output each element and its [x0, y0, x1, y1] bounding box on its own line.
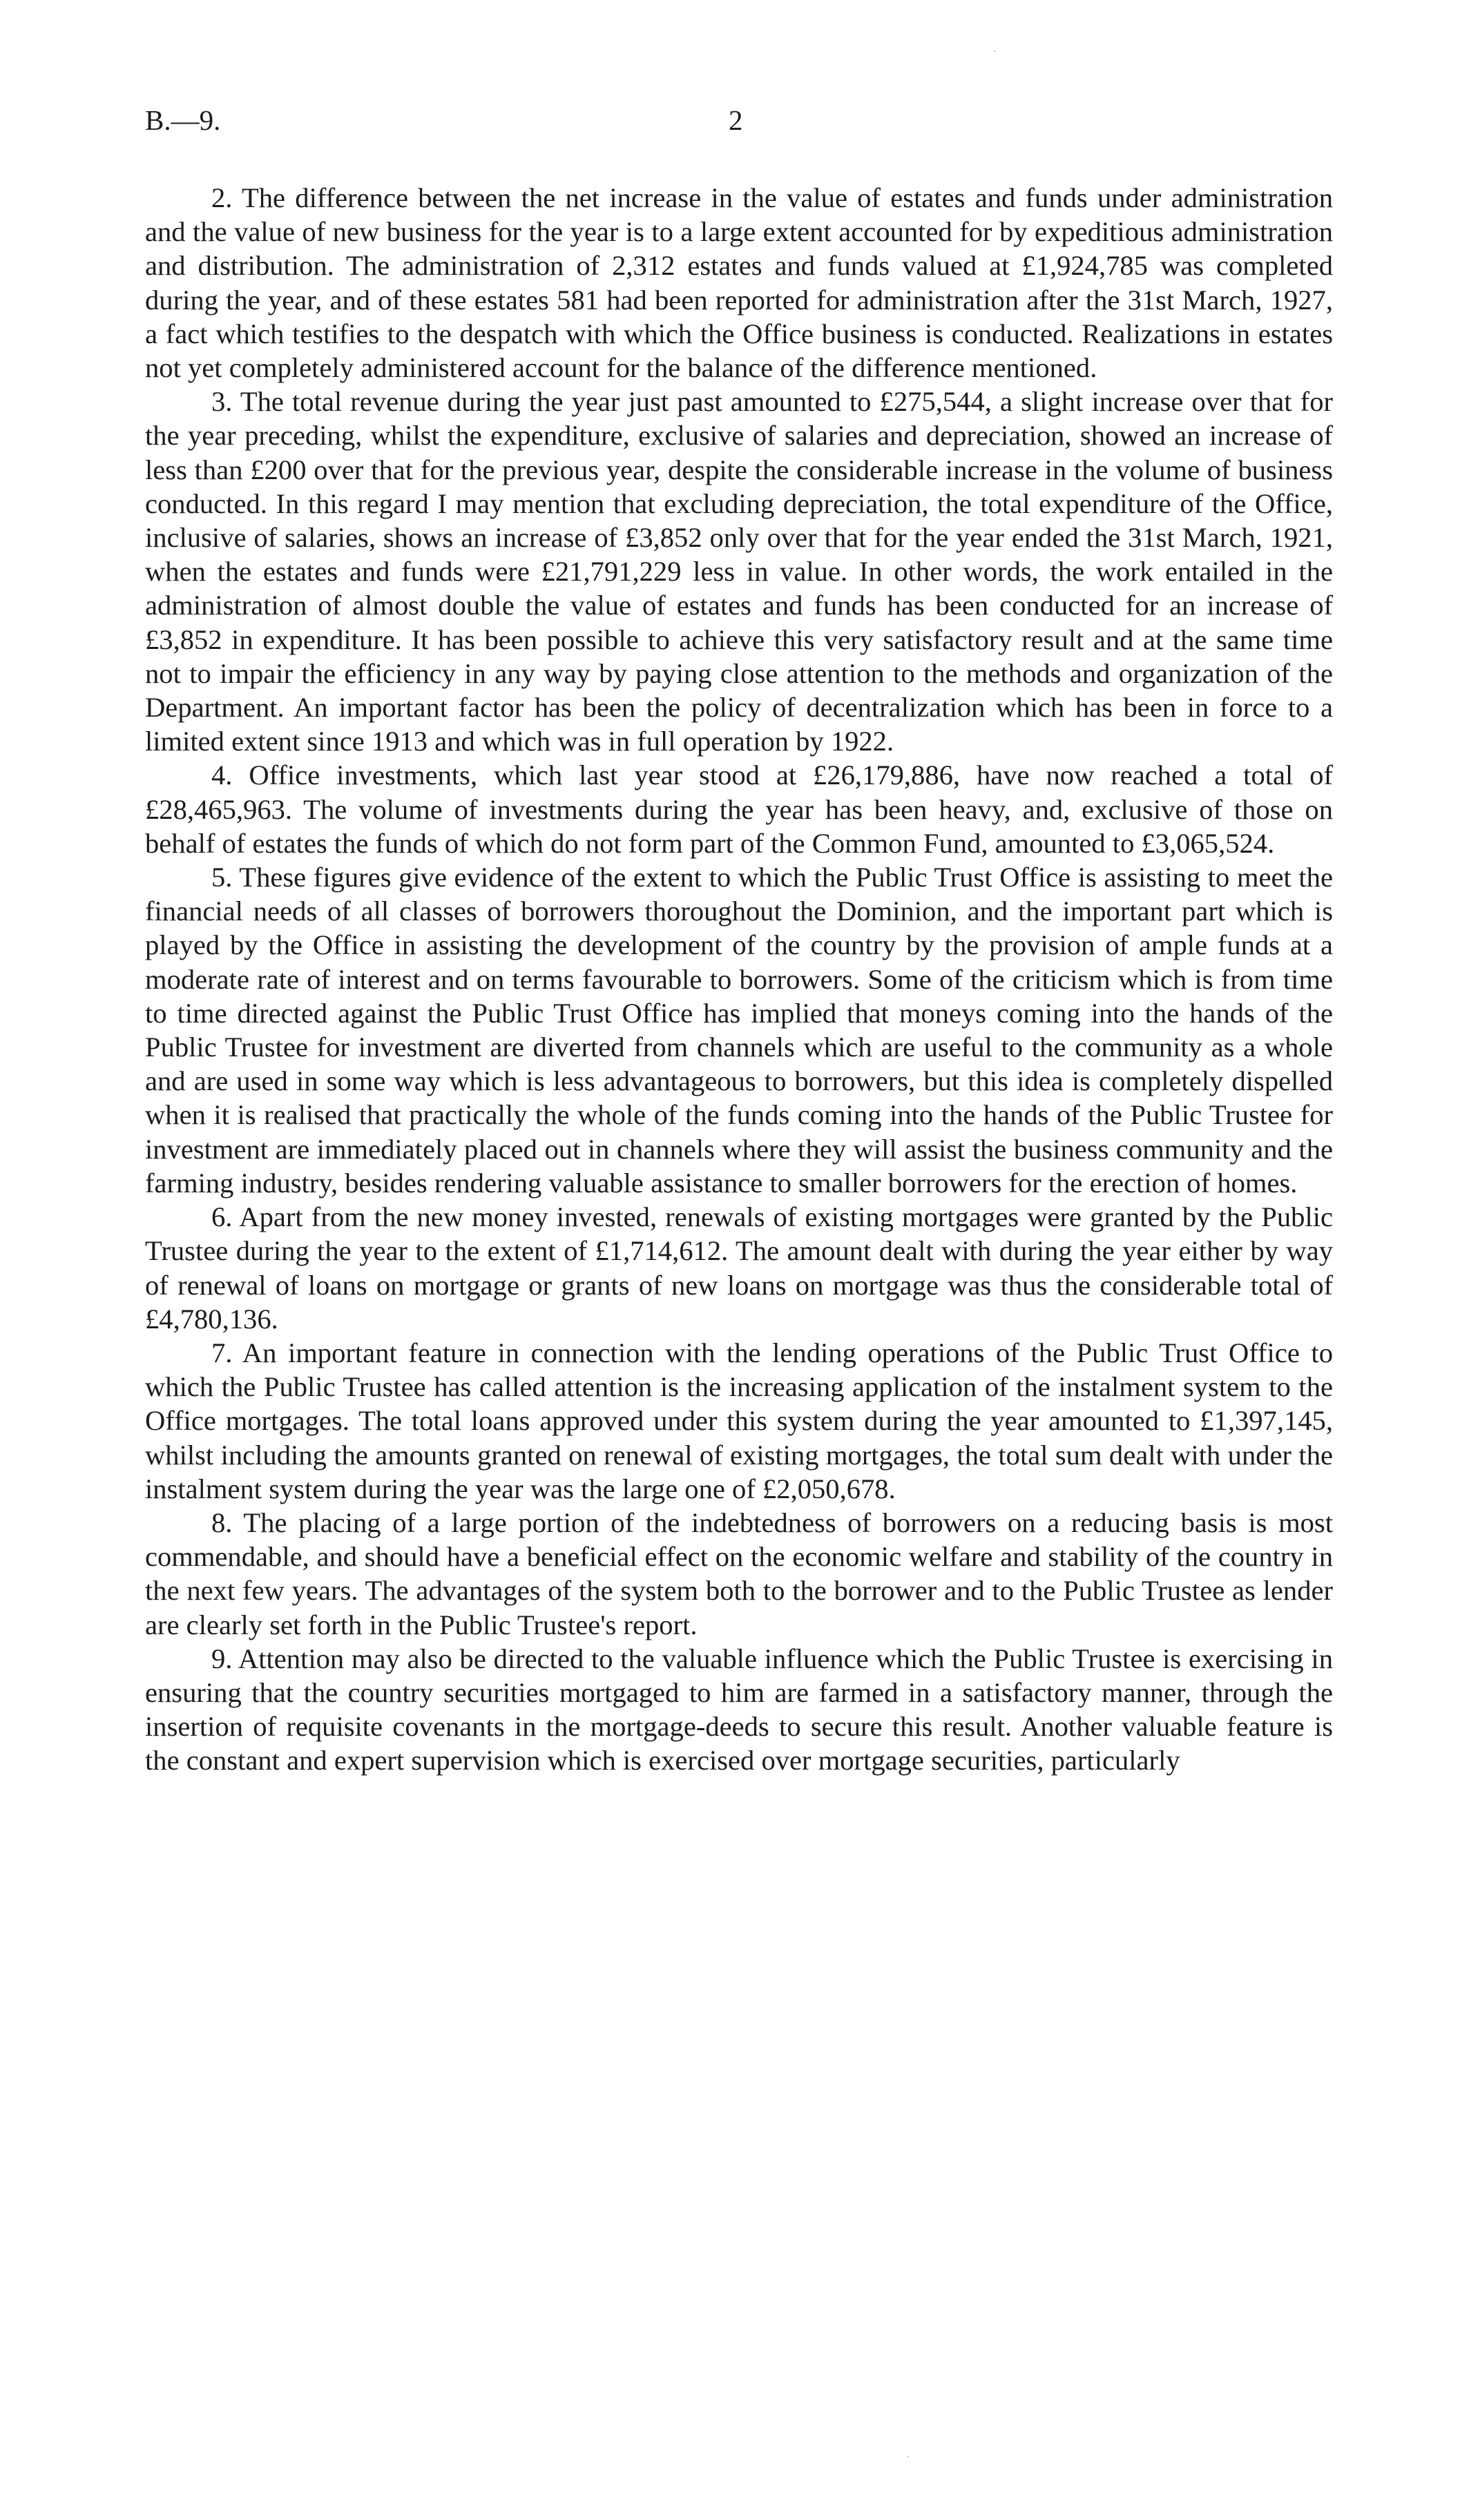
paragraph-8: 8. The placing of a large portion of the indebtedness of borrowers on a reducing basis is most commendable, and should have a beneficial effect on the economic welfare and stability of the country in the next few years. The advantages of the system both to the borrower and to the Public Trustee as lender are clearly set forth in the Public Trustee's report. — [145, 1506, 1333, 1640]
paragraph-5: 5. These figures give evidence of the extent to which the Public Trust Office is assisting to meet the financial needs of all classes of borrowers thoroughout the Dominion, and the important part which is played by the Office in assisting the development of the country by the provision of ample funds at a moderate rate of interest and on terms favourable to borrowers. Some of the criticism which is from time to time directed against the Public Trust Office has implied that moneys coming into the hands of the Public Trustee for investment are diverted from channels which are useful to the community as a whole and are used in some way which is less advantageous to borrowers, but this idea is completely dispelled when it is realised that practically the whole of the funds coming into the hands of the Public Trustee for investment are immediately placed out in channels where they will assist the business community and the farming industry, besides rendering valuable assistance to smaller borrowers for the erection of homes. — [145, 862, 1333, 1199]
scan-speck: · — [906, 2452, 910, 2463]
document-reference: B.—9. — [145, 104, 221, 136]
page-header — [145, 104, 1333, 145]
paragraph-3: 3. The total revenue during the year just past amounted to £275,544, a slight increase over that for the year preceding, whilst the expenditure, exclusive of salaries and depreciation, showed an increase of less than £200 over that for the previous year, despite the considerable increase in the volume of business conducted. In this regard I may mention that excluding depreciation, the total expenditure of the Office, inclusive of salaries, shows an increase of £3,852 only over that for the year ended the 31st March, 1921, when the estates and funds were £21,791,229 less in value. In other words, the work entailed in the administration of almost double the value of estates and funds has been conducted for an increase of £3,852 in expenditure. It has been possible to achieve this very satisfactory result and at the same time not to impair the efficiency in any way by paying close attention to the methods and organization of the Department. An important factor has been the policy of decentralization which has been in force to a limited extent since 1913 and which was in full operation by 1922. — [145, 386, 1333, 757]
scan-speck: · — [993, 47, 997, 57]
page-number: 2 — [729, 104, 743, 136]
body-text — [145, 181, 1333, 1778]
paragraph-7: 7. An important feature in connection with the lending operations of the Public Trust Office to which the Public Trustee has called attention is the increasing application of the instalment system to the Office mortgages. The total loans approved under this system during the year amounted to £1,397,145, whilst including the amounts granted on renewal of existing mortgages, the total sum dealt with under the instalment system during the year was the large one of £2,050,678. — [145, 1337, 1333, 1504]
paragraph-9: 9. Attention may also be directed to the valuable influence which the Public Trustee is exercising in ensuring that the country securities mortgaged to him are farmed in a satisfactory manner, through the insertion of requisite covenants in the mortgage-deeds to secure this result. Another valuable feature is the constant and expert supervision which is exercised over mortgage securities, particularly — [145, 1642, 1333, 1776]
paragraph-6: 6. Apart from the new money invested, renewals of existing mortgages were granted by the Public Trustee during the year to the extent of £1,714,612. The amount dealt with during the year either by way of renewal of loans on mortgage or grants of new loans on mortgage was thus the considerable total of £4,780,136. — [145, 1201, 1333, 1335]
paragraph-2: 2. The difference between the net increase in the value of estates and funds under administration and the value of new business for the year is to a large extent accounted for by expeditious administration and distribution. The administration of 2,312 estates and funds valued at £1,924,785 was completed during the year, and of these estates 581 had been reported for administration after the 31st March, 1927, a fact which testifies to the despatch with which the Office business is conducted. Realizations in estates not yet completely administered account for the balance of the difference mentioned. — [145, 182, 1333, 384]
paragraph-4: 4. Office investments, which last year stood at £26,179,886, have now reached a total of £28,465,963. The volume of investments during the year has been heavy, and, exclusive of those on behalf of estates the funds of which do not form part of the Common Fund, amounted to £3,065,524. — [145, 759, 1333, 859]
